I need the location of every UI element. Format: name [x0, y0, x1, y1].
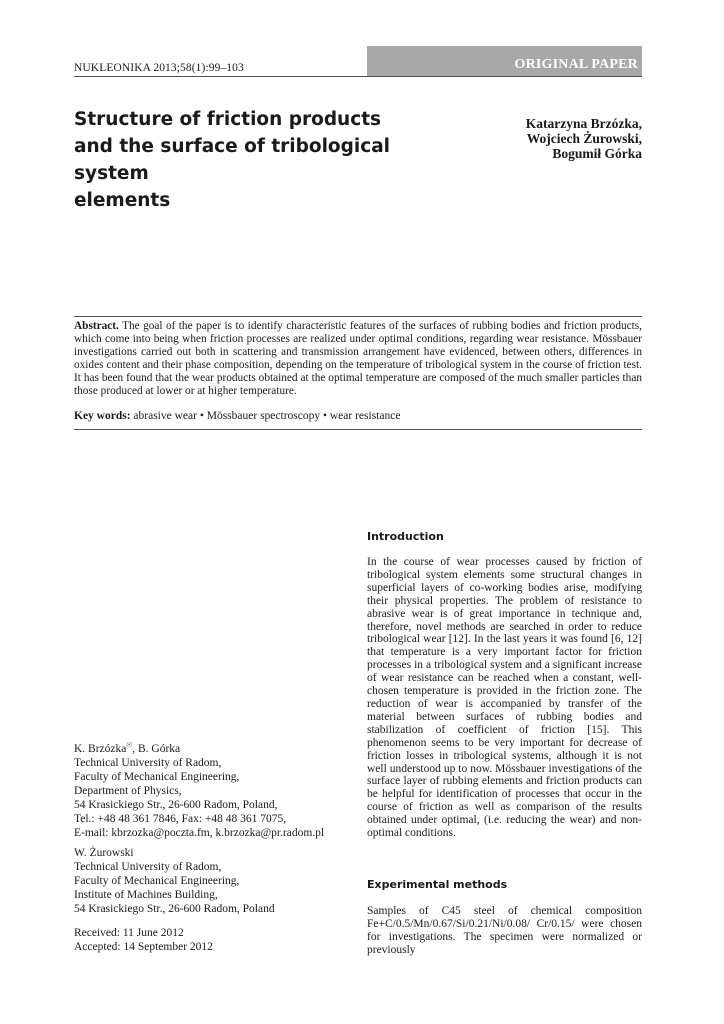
introduction-text: In the course of wear processes caused by friction of tribological system elements some structural changes in superficial layers of co-working bodies arise, modifying their physical properties. The problem of resistance to abrasive wear is of great importance in technique and, therefore, novel methods are searched in order to reduce tribological wear [12]. In the last years it was found [6, 12] that temperature is a very important factor for friction processes in a tribological system and a significant increase of wear resistance can be reached when a constant, well-chosen temperature is provided in the friction zone. The reduction of wear is accompanied by transfer of the material between surfaces of rubbing bodies and stabilization of coefficient of friction [15]. This phenomenon seems to be very important for decrease of friction losses in tribological systems, although it is not well understood up to now. Mössbauer investigations of the surface layer of rubbing elements and friction products can be helpful for identification of processes that occur in the course of friction as well as comparison of the results obtained under optimal, (i.e. reducing the wear) and non-optimal conditions. [367, 556, 642, 840]
affiliation-line: 54 Krasickiego Str., 26-600 Radom, Poland [74, 902, 275, 915]
author-name: W. Żurowski [74, 846, 134, 859]
journal-reference: NUKLEONIKA 2013;58(1):99–103 [74, 62, 244, 74]
keywords-text: abrasive wear • Mössbauer spectroscopy • wear resistance [133, 410, 401, 422]
affiliation-line: 54 Krasickiego Str., 26-600 Radom, Poland, [74, 798, 278, 811]
keywords [74, 410, 642, 422]
abstract [74, 320, 642, 399]
introduction-heading: Introduction [367, 530, 444, 543]
envelope-icon: ✉ [126, 741, 133, 749]
author-name: K. Brzózka [74, 742, 127, 755]
experimental-heading: Experimental methods [367, 878, 508, 891]
header-rule [74, 76, 642, 77]
author-name: , B. Górka [132, 742, 181, 755]
affiliation-line: Department of Physics, [74, 784, 182, 797]
keywords-label: Key words: [74, 410, 131, 422]
author-name: Wojciech Żurowski, [526, 131, 642, 146]
affiliation-email: E-mail: kbrzozka@poczta.fm, k.brzozka@pr.radom.pl [74, 826, 325, 839]
experimental-text: Samples of C45 steel of chemical composition Fe+C/0.5/Mn/0.67/Si/0.21/Ni/0.08/ Cr/0.15/ were chosen for investigations. The specimen were normalized or previously [367, 905, 642, 956]
paper-type-badge: ORIGINAL PAPER [367, 46, 642, 76]
affiliation-line: Tel.: +48 48 361 7846, Fax: +48 48 361 7075, [74, 812, 287, 825]
affiliation-line: Technical University of Radom, [74, 756, 222, 769]
affiliation-block [74, 846, 354, 916]
paper-title [74, 106, 444, 214]
author-name: Bogumił Górka [552, 146, 642, 161]
title-line: elements [74, 190, 171, 211]
affiliations [74, 738, 354, 960]
received-date: Received: 11 June 2012 [74, 926, 184, 939]
author-list [526, 116, 642, 161]
abstract-text: The goal of the paper is to identify characteristic features of the surfaces of rubbing bodies and friction products, which come into being when friction processes are realized under optimal conditions, regarding wear resistance. Mössbauer investigations carried out both in scattering and transmission arrangement have evidenced, between others, differences in oxides content and their phase composition, depending on the temperature of tribological system in the course of friction test. It has been found that the wear products obtained at the optimal temperature are composed of the much smaller particles than those produced at lower or at higher temperature. [74, 320, 642, 398]
accepted-date: Accepted: 14 September 2012 [74, 940, 213, 953]
affiliation-line: Faculty of Mechanical Engineering, [74, 770, 240, 783]
affiliation-line: Faculty of Mechanical Engineering, [74, 874, 240, 887]
abstract-top-rule [74, 316, 642, 317]
affiliation-line: Institute of Machines Building, [74, 888, 218, 901]
author-name: Katarzyna Brzózka, [525, 116, 642, 131]
title-line: Structure of friction products [74, 109, 382, 130]
keywords-bottom-rule [74, 429, 642, 430]
abstract-label: Abstract. [74, 320, 119, 332]
dates [74, 926, 354, 954]
affiliation-line: Technical University of Radom, [74, 860, 222, 873]
title-line: and the surface of tribological system [74, 136, 391, 184]
affiliation-block [74, 738, 354, 840]
